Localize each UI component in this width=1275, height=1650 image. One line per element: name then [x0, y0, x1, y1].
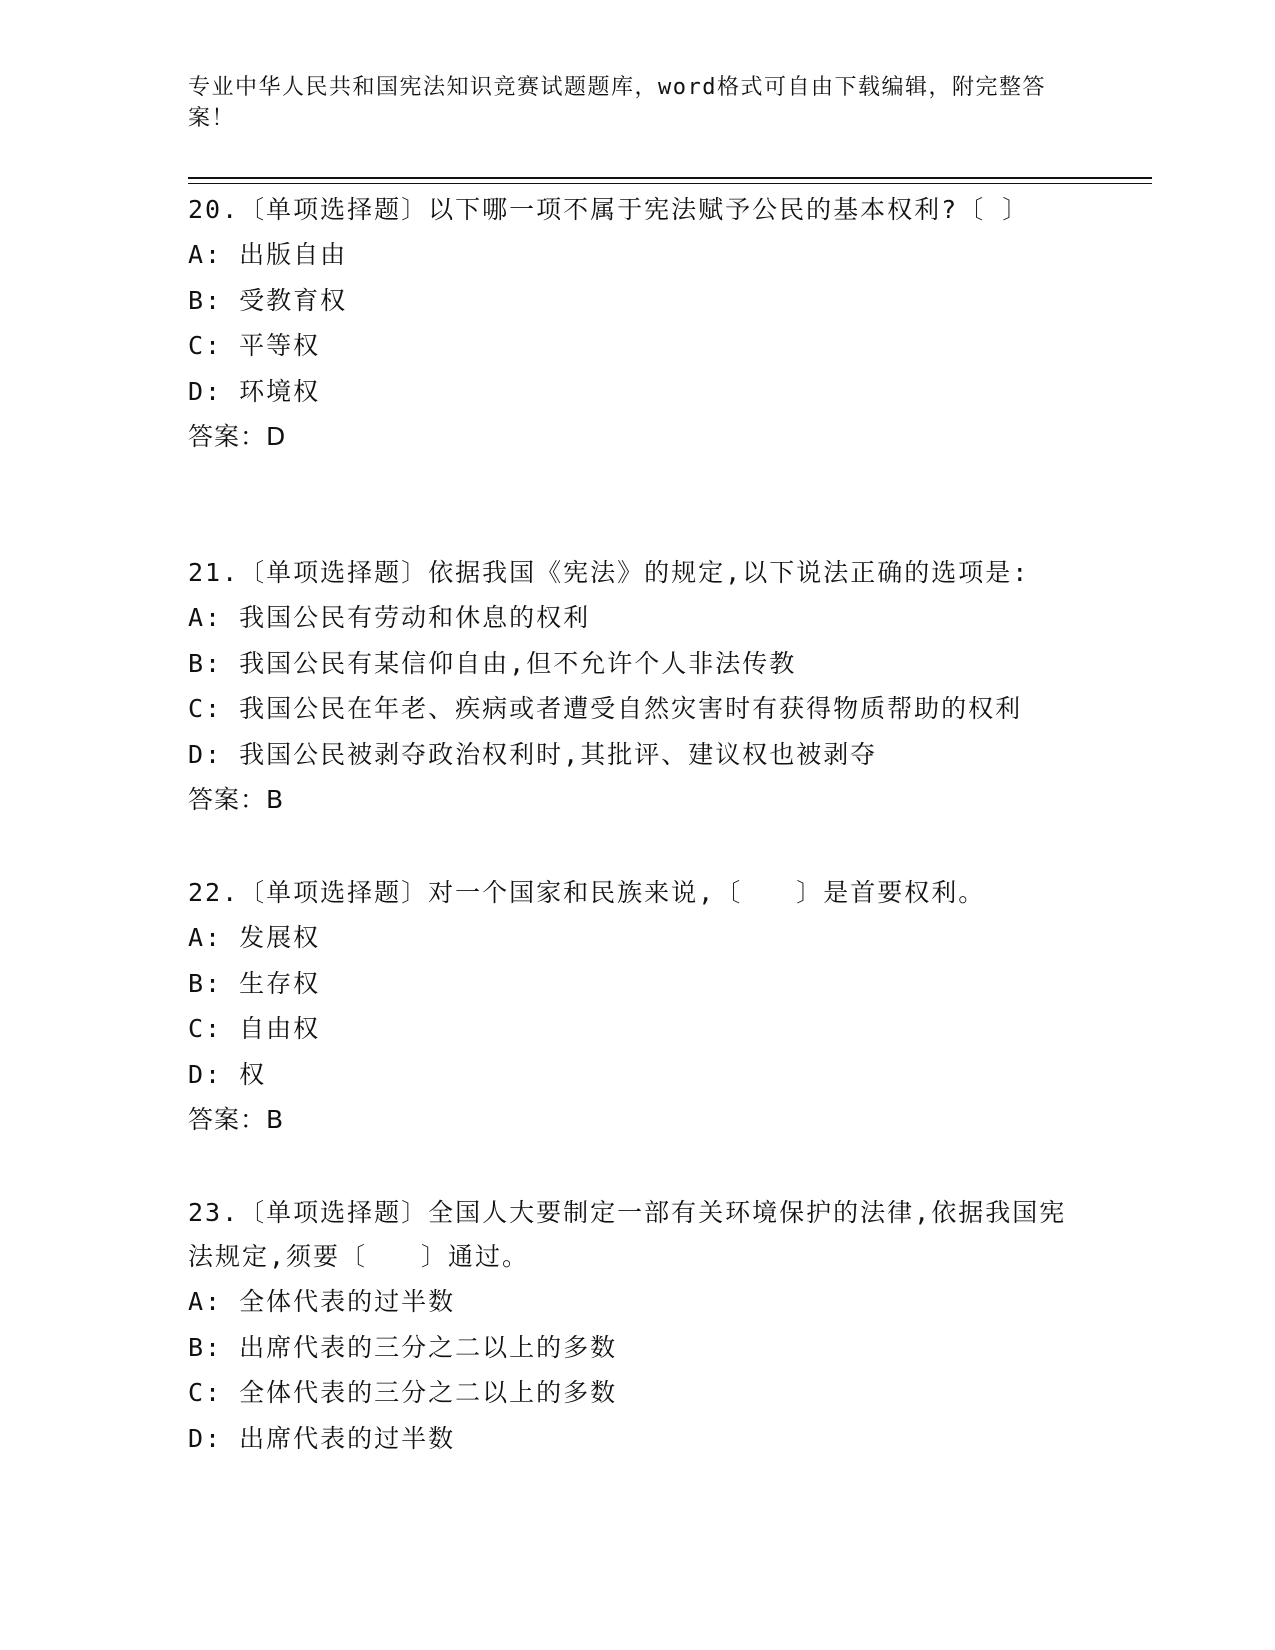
- option-d: D: 出席代表的过半数: [188, 1423, 456, 1453]
- option-d: D: 我国公民被剥夺政治权利时,其批评、建议权也被剥夺: [188, 739, 878, 769]
- option-b: B: 出席代表的三分之二以上的多数: [188, 1332, 618, 1362]
- option-c: C: 全体代表的三分之二以上的多数: [188, 1378, 618, 1407]
- question-stem: 21.〔单项选择题〕依据我国《宪法》的规定,以下说法正确的选项是:: [188, 558, 1030, 587]
- header-divider-thin: [188, 183, 1152, 184]
- option-c: C: 平等权: [188, 331, 321, 360]
- option-d: D: 权: [188, 1059, 267, 1089]
- answer-label: 答案：D: [188, 422, 287, 451]
- option-c: C: 自由权: [188, 1014, 321, 1043]
- option-b: B: 生存权: [188, 968, 321, 998]
- answer-label: 答案：B: [188, 785, 285, 814]
- option-a: A: 发展权: [188, 923, 321, 952]
- option-a: A: 我国公民有劳动和休息的权利: [188, 603, 591, 632]
- question-20: [188, 188, 1088, 460]
- option-c: C: 我国公民在年老、疾病或者遭受自然灾害时有获得物质帮助的权利: [188, 694, 1023, 723]
- question-22: [188, 871, 1088, 1143]
- option-a: A: 出版自由: [188, 240, 348, 269]
- option-a: A: 全体代表的过半数: [188, 1287, 456, 1316]
- question-23: [188, 1191, 1088, 1461]
- question-stem: 20.〔单项选择题〕以下哪一项不属于宪法赋予公民的基本权利?〔 〕: [188, 195, 1030, 224]
- question-stem: 22.〔单项选择题〕对一个国家和民族来说,〔 〕是首要权利。: [188, 878, 986, 907]
- document-header: [188, 72, 1068, 134]
- question-stem: 23.〔单项选择题〕全国人大要制定一部有关环境保护的法律,依据我国宪法规定,须要〔 〕通过。: [188, 1198, 1067, 1271]
- header-text: 专业中华人民共和国宪法知识竞赛试题题库，word格式可自由下载编辑，附完整答案！: [188, 75, 1046, 131]
- option-d: D: 环境权: [188, 376, 321, 406]
- header-divider: [188, 177, 1152, 179]
- question-21: [188, 551, 1088, 823]
- option-b: B: 受教育权: [188, 285, 348, 315]
- answer-label: 答案：B: [188, 1105, 285, 1134]
- option-b: B: 我国公民有某信仰自由,但不允许个人非法传教: [188, 648, 797, 678]
